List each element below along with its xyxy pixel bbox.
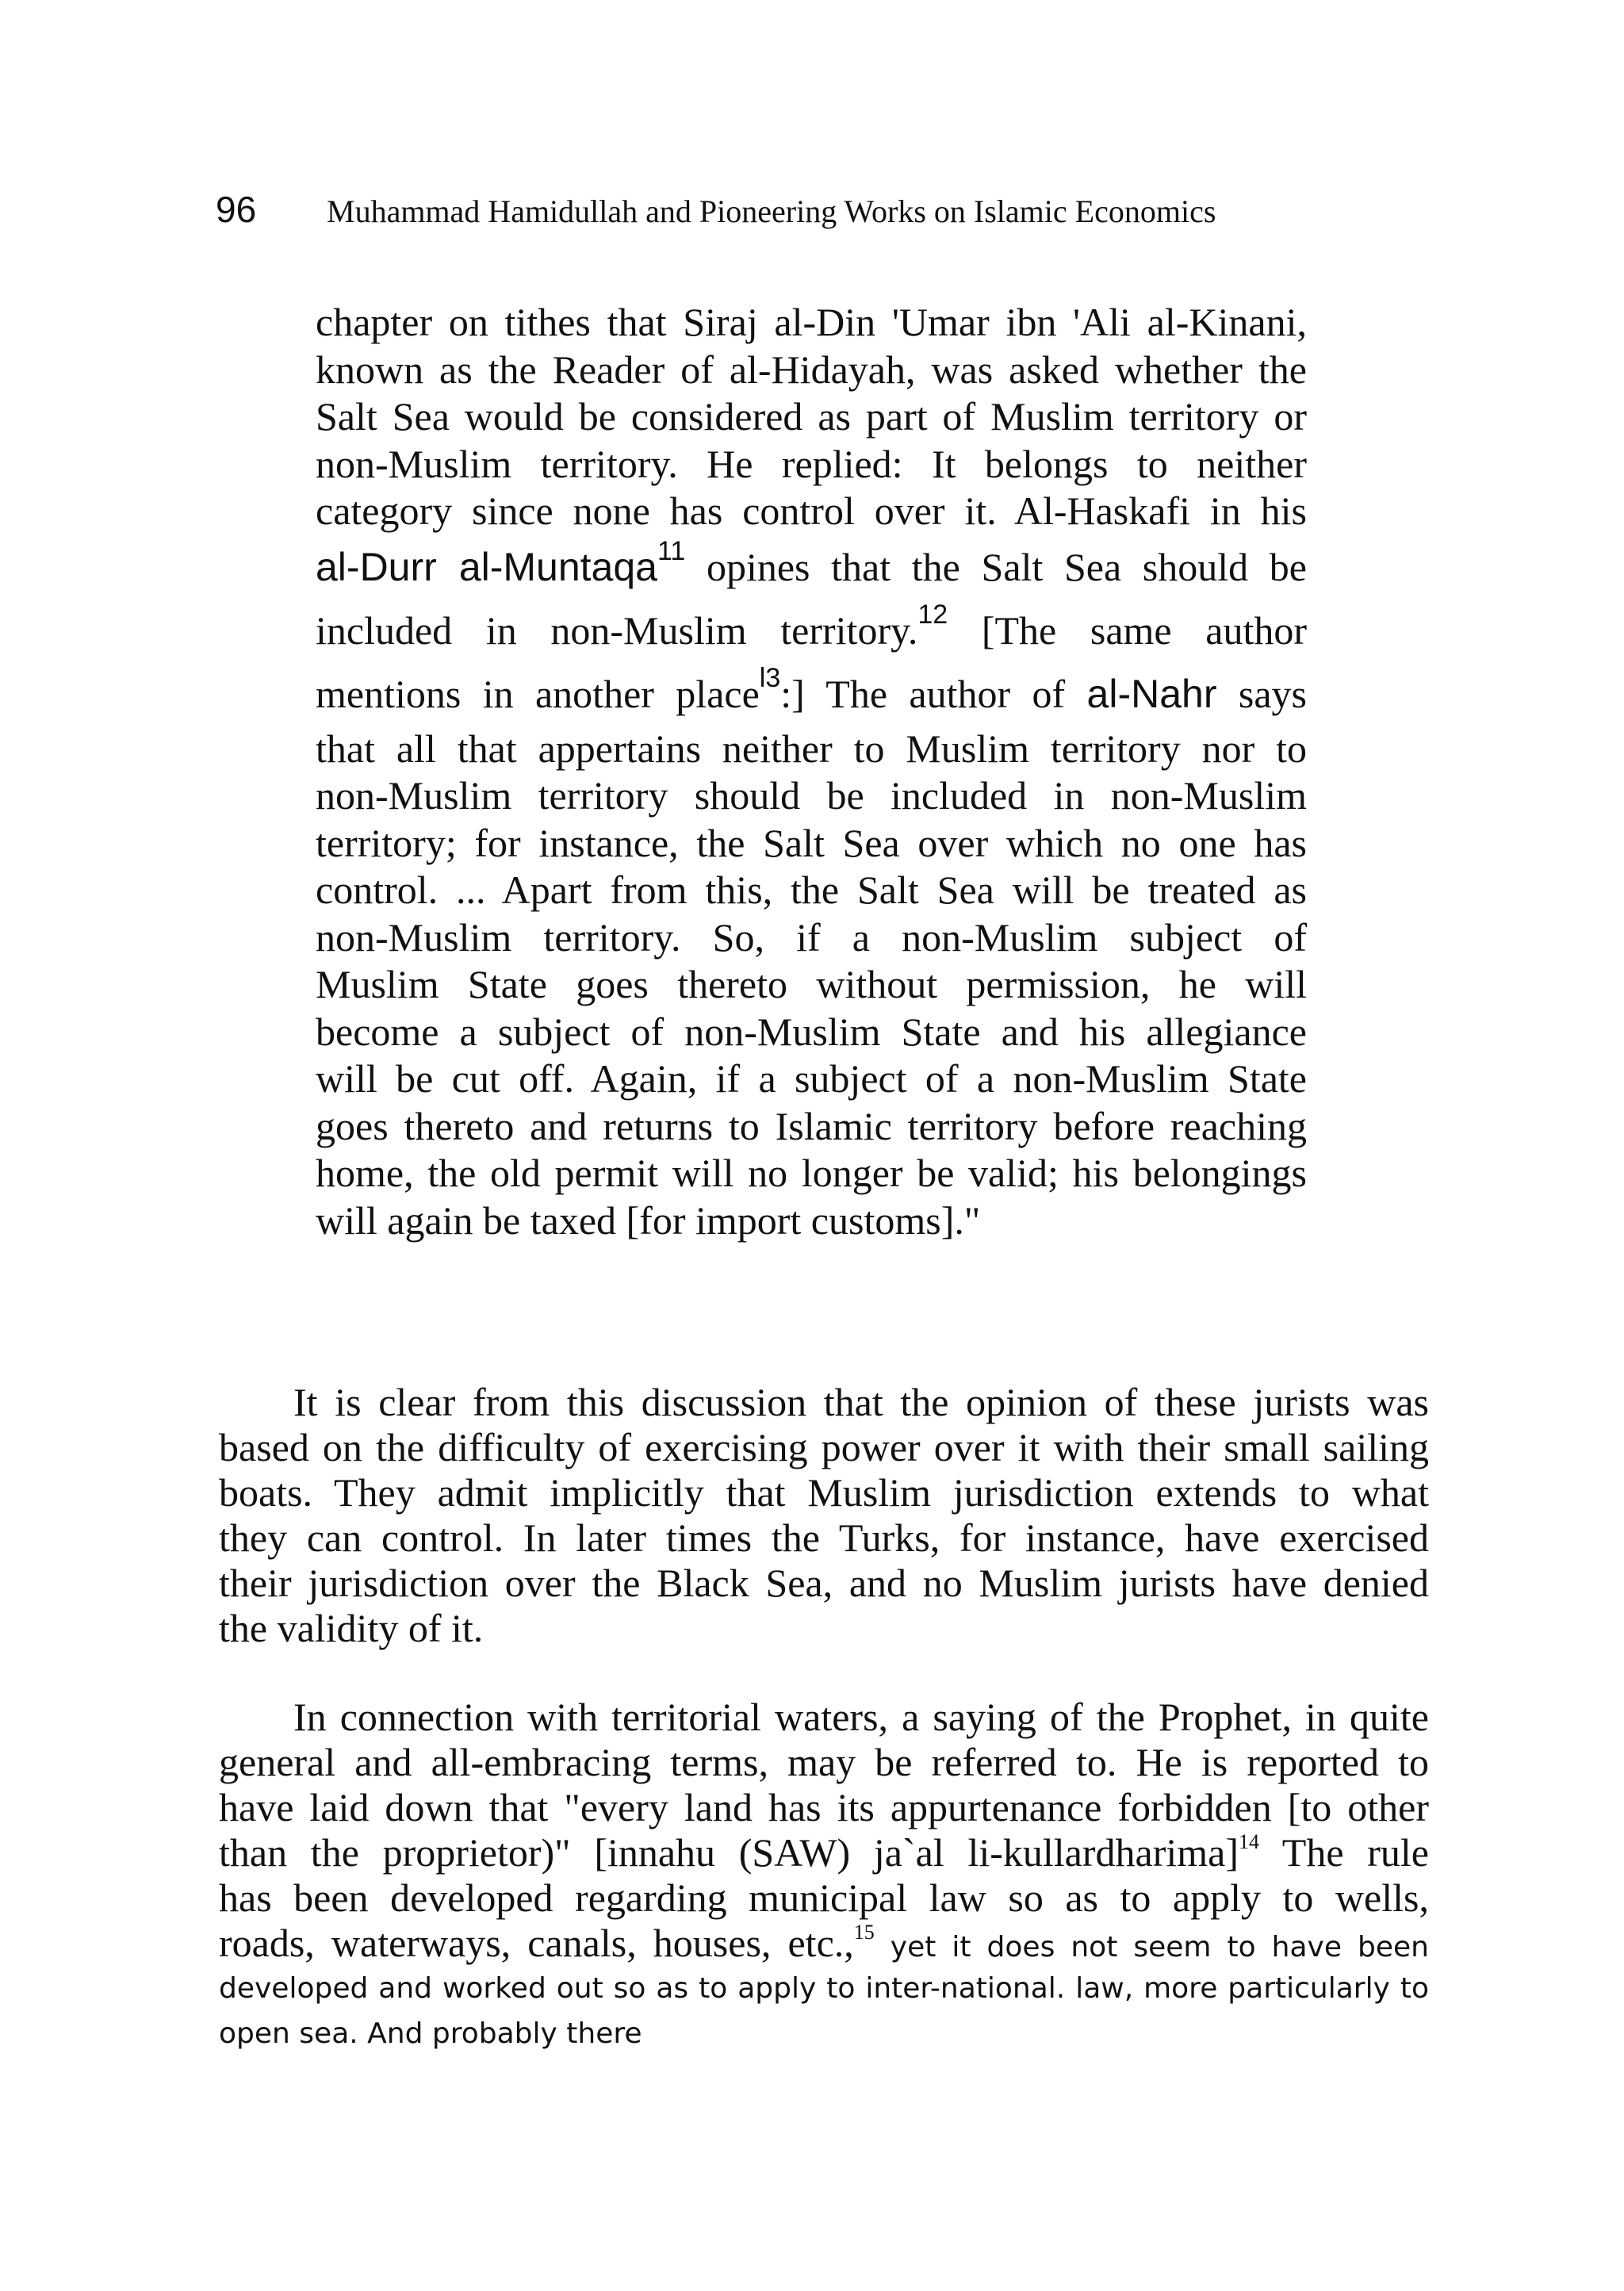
footnote-marker: 12 xyxy=(917,599,948,630)
paragraph-line: the validity of it. xyxy=(219,1606,484,1650)
paragraph-line: general and all-embracing terms, may be referred to. He is reported to xyxy=(219,1740,1429,1784)
paragraph-line: In connection with territorial waters, a saying of the Prophet, in quite xyxy=(293,1695,1429,1739)
book-title: al-Nahr xyxy=(1086,671,1217,716)
paragraph-line: boats. They admit implicitly that Muslim jurisdiction extends to what xyxy=(219,1470,1429,1515)
page-header xyxy=(216,187,1294,235)
quote-text: :] The author of xyxy=(780,671,1087,716)
quote-text: included in non-Muslim territory. xyxy=(316,607,918,653)
quote-line: non-Muslim territory should be included in non-Muslim xyxy=(316,773,1307,818)
quote-line: category since none has control over it. Al-Haskafi in his xyxy=(316,488,1307,533)
paragraph-line: It is clear from this discussion that the opinion of these jurists was xyxy=(293,1380,1429,1424)
quote-line: territory; for instance, the Salt Sea over which no one has xyxy=(316,820,1307,865)
paragraph-line: developed and worked out so as to apply to inter-national. law, more particularly to xyxy=(219,1972,1429,2005)
paragraph-1 xyxy=(219,1380,1429,1651)
paragraph-text: The rule xyxy=(1258,1830,1429,1875)
quote-text: opines that the Salt Sea should be xyxy=(685,544,1307,589)
quote-line: Muslim State goes thereto without permission, he will xyxy=(316,962,1307,1006)
paragraph-line: based on the difficulty of exercising power over it with their small sailing xyxy=(219,1425,1429,1469)
quote-line: non-Muslim territory. He replied: It belongs to neither xyxy=(316,441,1307,486)
running-title: Muhammad Hamidullah and Pioneering Works on Islamic Economics xyxy=(327,193,1216,229)
quote-line xyxy=(316,535,1307,599)
quote-line: will again be taxed [for import customs]." xyxy=(316,1197,981,1243)
page-number: 96 xyxy=(216,189,257,230)
quote-line: goes thereto and returns to Islamic territory before reaching xyxy=(316,1103,1307,1148)
quote-line: known as the Reader of al-Hidayah, was asked whether the xyxy=(316,347,1307,392)
quote-line: that all that appertains neither to Muslim territory nor to xyxy=(316,726,1307,771)
quote-line: chapter on tithes that Siraj al-Din 'Umar ibn 'Ali al-Kinani, xyxy=(316,300,1307,344)
paragraph-line: they can control. In later times the Turks, for instance, have exercised xyxy=(219,1515,1429,1560)
footnote-marker: 15 xyxy=(853,1921,875,1944)
book-title: al-Durr al-Muntaqa xyxy=(316,544,657,589)
paragraph-line xyxy=(219,1921,1429,1966)
footnote-marker: 11 xyxy=(657,535,686,566)
paragraph-text: yet it does not seem to have been xyxy=(874,1931,1430,1963)
paragraph-text: than the proprietor)" [innahu (SAW) ja`al li-kullardharima] xyxy=(219,1830,1239,1875)
quote-line: will be cut off. Again, if a subject of a non-Muslim State xyxy=(316,1056,1307,1101)
quote-line: non-Muslim territory. So, if a non-Muslim subject of xyxy=(316,914,1307,960)
quote-line: home, the old permit will no longer be valid; his belongings xyxy=(316,1151,1307,1195)
paragraph-line xyxy=(219,1830,1429,1875)
paragraph-line: open sea. And probably there xyxy=(219,2017,642,2050)
footnote-marker: 14 xyxy=(1238,1830,1259,1853)
quote-line: control. ... Apart from this, the Salt Sea will be treated as xyxy=(316,868,1307,912)
quote-line xyxy=(316,662,1307,726)
paragraph-2 xyxy=(219,1695,1429,2056)
paragraph-line: their jurisdiction over the Black Sea, and no Muslim jurists have denied xyxy=(219,1561,1429,1605)
paragraph-line: have laid down that "every land has its appurtenance forbidden [to other xyxy=(219,1785,1429,1829)
block-quote xyxy=(316,299,1307,1244)
quote-text: [The same author xyxy=(948,607,1307,653)
paragraph-line: has been developed regarding municipal law so as to apply to wells, xyxy=(219,1875,1429,1920)
quote-text: mentions in another place xyxy=(316,671,760,716)
paragraph-text: roads, waterways, canals, houses, etc., xyxy=(219,1921,854,1965)
footnote-marker: l3 xyxy=(759,662,781,693)
quote-line: Salt Sea would be considered as part of Muslim territory or xyxy=(316,394,1307,439)
quote-line xyxy=(316,599,1307,662)
quote-line: become a subject of non-Muslim State and his allegiance xyxy=(316,1009,1307,1054)
quote-text: says xyxy=(1216,671,1307,716)
